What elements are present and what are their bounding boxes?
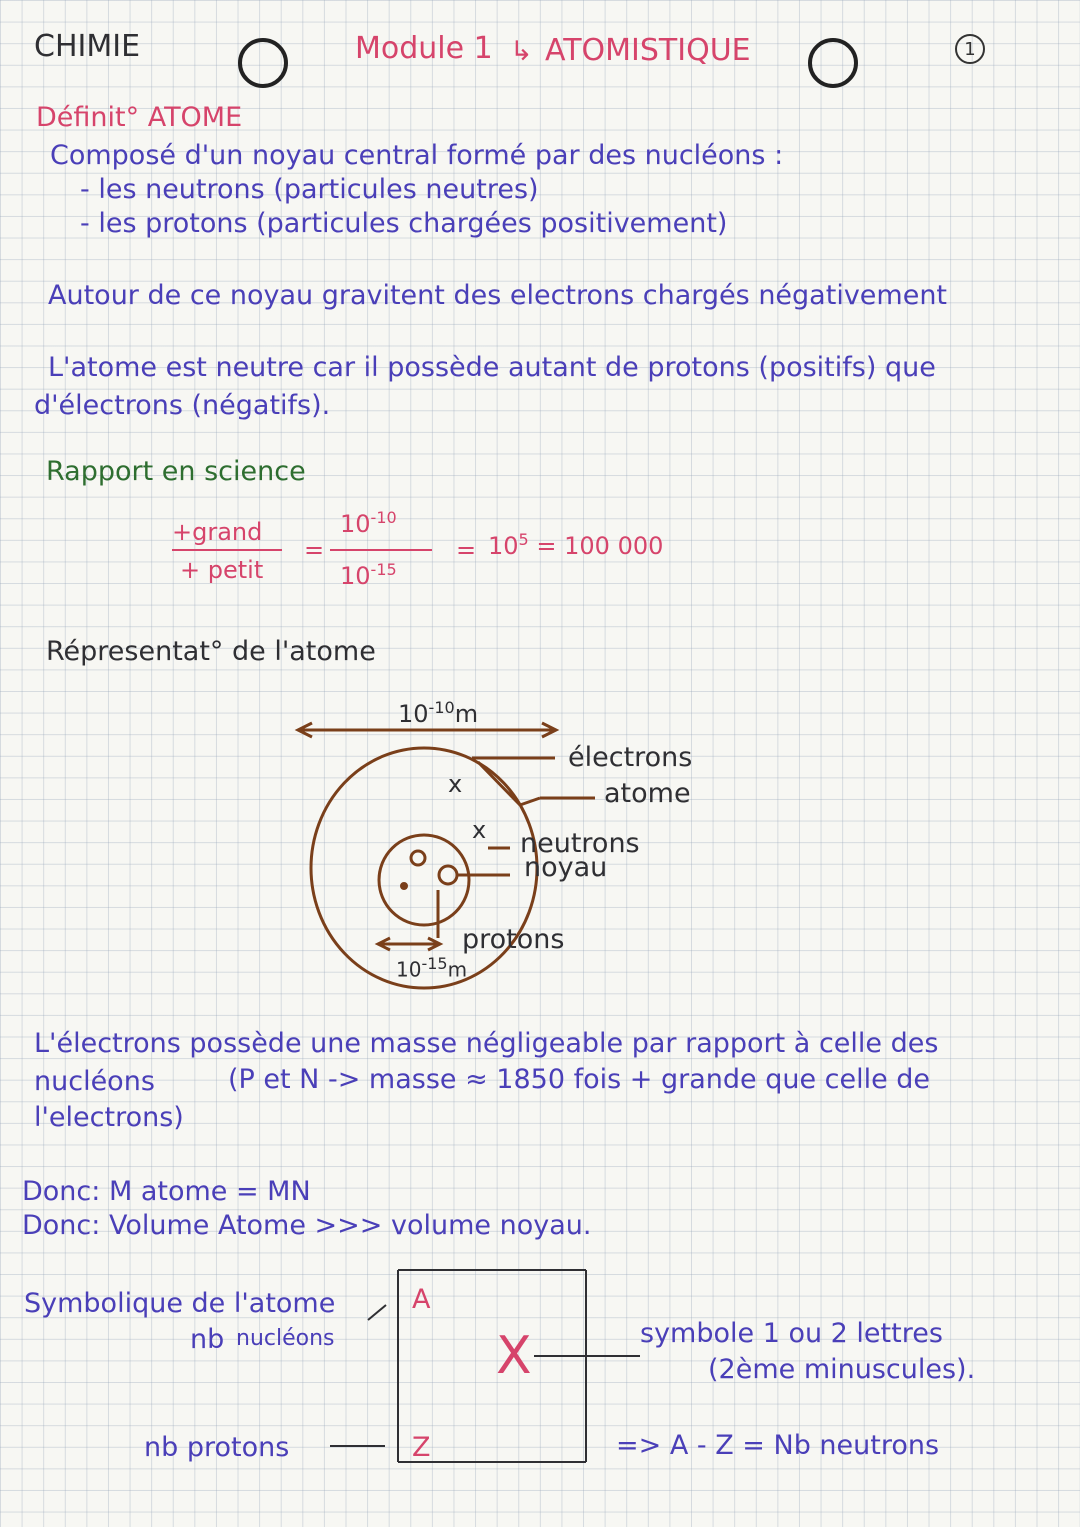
mass-line2-nucleons: nucléons	[34, 1066, 155, 1097]
definition-bullet-protons: - les protons (particules chargées positivement)	[80, 208, 728, 239]
page-number: 1	[964, 39, 976, 60]
definition-line1: Composé d'un noyau central formé par des nucléons :	[50, 140, 784, 171]
label-protons: protons	[462, 924, 565, 955]
module-label: Module 1	[355, 31, 493, 66]
ratio-denominator-power: $10^{-15}$	[340, 560, 397, 590]
mass-line3: l'electrons)	[34, 1102, 184, 1133]
symbol-heading: Symbolique de l'atome	[24, 1288, 336, 1319]
paragraph-neutral-2: d'électrons (négatifs).	[34, 390, 331, 421]
label-noyau: noyau	[524, 852, 608, 883]
atom-size-label: $10^{-10}m$	[398, 698, 479, 728]
symbol-nucleons-label: nucléons	[236, 1326, 335, 1351]
definition-bullet-neutrons: - les neutrons (particules neutres)	[80, 174, 539, 205]
ratio-numerator-power: $10^{-10}$	[340, 508, 397, 538]
neutron-formula: => A - Z = Nb neutrons	[616, 1430, 940, 1461]
ratio-equals-2: =	[456, 536, 477, 564]
symbol-nb-label: nb	[190, 1324, 225, 1355]
paragraph-electrons: Autour de ce noyau gravitent des electrons chargés négativement	[48, 280, 948, 311]
symbol-box	[330, 1270, 640, 1462]
symbol-nb-protons: nb protons	[144, 1432, 290, 1463]
nucleus-size-label: $10^{-15}m$	[396, 954, 468, 982]
ratio-equals-1: =	[304, 536, 325, 564]
symbol-letter-x: X	[496, 1326, 532, 1386]
module-title: ATOMISTIQUE	[545, 33, 751, 68]
mass-line1: L'électrons possède une masse négligeable par rapport à celle des	[34, 1028, 939, 1059]
electron-mark-1: x	[448, 770, 463, 798]
label-neutrons: neutrons	[520, 828, 640, 859]
symbol-description-1: symbole 1 ou 2 lettres	[640, 1318, 943, 1349]
symbol-description-2: (2ème minuscules).	[708, 1354, 976, 1385]
definition-heading: Définit° ATOME	[36, 102, 243, 133]
subject-title: CHIMIE	[34, 29, 141, 64]
label-atome: atome	[604, 778, 691, 809]
module-arrow: ↳	[510, 36, 533, 67]
ratio-heading: Rapport en science	[46, 456, 306, 487]
ratio-numerator: +grand	[172, 518, 263, 546]
conclusion-volume: Donc: Volume Atome >>> volume noyau.	[22, 1210, 592, 1241]
paragraph-neutral-1: L'atome est neutre car il possède autant de protons (positifs) que	[48, 352, 936, 383]
ratio-result: $10^5 = 100$ 000	[488, 530, 664, 560]
mass-line2-detail: (P et N -> masse ≈ 1850 fois + grande que celle de	[228, 1064, 931, 1095]
label-electrons: électrons	[568, 742, 693, 773]
ratio-denominator: + petit	[180, 556, 264, 584]
symbol-letter-a: A	[412, 1284, 431, 1315]
representation-heading: Répresentat° de l'atome	[46, 636, 376, 667]
conclusion-mass: Donc: M atome = MN	[22, 1176, 311, 1207]
symbol-letter-z: Z	[412, 1432, 431, 1463]
electron-mark-2: x	[472, 816, 487, 844]
